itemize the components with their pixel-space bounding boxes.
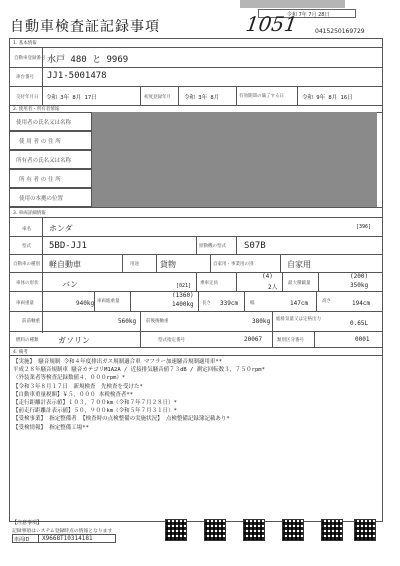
weight-value: 940kg — [76, 300, 95, 307]
remark-line: （外装業者等検査記録数値４，０００rpm）* — [13, 375, 126, 382]
qr-code-5 — [321, 519, 343, 541]
rule — [9, 86, 383, 87]
rule — [9, 67, 383, 68]
axle-value: 560kg — [118, 318, 137, 325]
length-label: 長さ — [202, 301, 211, 306]
rule — [316, 291, 317, 311]
rule — [272, 331, 273, 347]
displacement-value: 0.65L — [350, 320, 369, 327]
qr-code-3 — [243, 519, 265, 541]
misc-label: 前後後軸重 — [146, 319, 169, 324]
rule — [9, 207, 383, 208]
user-addr-label: 使 用 者 の 住 所 — [19, 139, 61, 145]
remark-line: 【受検事業】 指定整備者 【検査時の点検整備の実施状況】 点検整備記録簿記載あり* — [13, 416, 230, 423]
rule — [9, 217, 383, 218]
user-name-label: 使用者の氏名又は名称 — [16, 120, 72, 126]
height-value: 194cm — [352, 300, 371, 307]
rule — [156, 254, 157, 272]
remark-line: 【前走行距離計表示値】５０，９００km（令和５年７月３１日）* — [13, 408, 177, 415]
model-value: 5BD-JJ1 — [49, 241, 87, 251]
rule — [318, 272, 319, 291]
rule — [130, 291, 131, 311]
qr-code-1 — [165, 519, 187, 541]
fuel-label: 燃料の種類 — [16, 338, 39, 343]
rule — [196, 236, 197, 254]
maker-label: 車名 — [22, 227, 31, 232]
class-no-value: 0001 — [355, 336, 370, 343]
section1-heading: 1. 基本情報 — [13, 41, 37, 46]
rule — [9, 254, 383, 255]
length-value: 339cm — [220, 300, 239, 307]
qr-code-6 — [354, 519, 376, 541]
kind-label: 自動車の種別 — [13, 262, 40, 267]
issue-value: 令和 3年 8月 17日 — [46, 95, 97, 101]
maker-value: ホンダ — [49, 224, 73, 233]
load-sub: (200) — [350, 273, 369, 280]
gross-sub: (1360) — [172, 292, 194, 299]
owner-info-redaction — [92, 112, 377, 208]
rule — [140, 86, 141, 105]
fuel-value: ガソリン — [58, 336, 90, 345]
issue-label: 交付年月日 — [16, 95, 39, 100]
remark-line: 【令和３年８月１７日 新規検査 先検査を受けた* — [13, 383, 143, 390]
section2-heading: 2. 使用者・所有者情報 — [13, 107, 60, 112]
use-label: 用途 — [130, 262, 139, 267]
vehicle-id-value: X9668T10314181 — [42, 535, 93, 542]
rule — [9, 291, 383, 292]
expiry-value: 令和 9年 8月 16日 — [302, 95, 353, 101]
page-title: 自動車検査証記録事項 — [10, 19, 160, 35]
width-value: 147cm — [290, 300, 309, 307]
expiry-label: 有効期間の満了する日 — [239, 94, 284, 99]
rule — [9, 347, 383, 348]
purpose-value: 自家用 — [287, 260, 311, 269]
capacity-value: 2人 — [268, 284, 278, 291]
body-code: [021] — [176, 283, 192, 289]
engine-label: 原動機の型式 — [199, 244, 226, 249]
rule — [282, 272, 283, 291]
type-no-label: 型式指定番号 — [158, 338, 185, 343]
vin-value: JJ1-5001478 — [47, 71, 107, 81]
top-redaction — [240, 0, 345, 8]
rule — [9, 355, 383, 356]
engine-value: S07B — [244, 241, 266, 251]
rule — [236, 236, 237, 254]
capacity-sub: (4) — [262, 273, 273, 280]
top-right-stamp-text: 令和 7年 7月 28日 — [287, 12, 330, 18]
kind-value: 軽自動車 — [49, 260, 81, 269]
rule — [280, 254, 281, 272]
qr-code-4 — [282, 519, 304, 541]
rule — [122, 254, 123, 272]
gross-value: 1400kg — [172, 301, 194, 308]
section3-heading: 3. 車両詳細情報 — [13, 211, 46, 216]
gross-label: 車両総重量 — [97, 299, 120, 304]
class-no-label: 類別区分番号 — [277, 338, 304, 343]
rule — [244, 291, 245, 311]
rule — [314, 331, 315, 347]
displacement-label: 総排気量又は定格出力 — [276, 317, 321, 322]
owner-addr-label: 所 有 者 の 住 所 — [19, 177, 61, 183]
rear-axle-value: 380kg — [252, 318, 271, 325]
first-reg-value: 令和 3年 8月 — [184, 95, 220, 101]
doc-number: 0415250169729 — [315, 28, 365, 35]
load-label: 最大積載量 — [288, 281, 311, 286]
width-label: 幅 — [250, 301, 255, 306]
rule — [178, 86, 179, 105]
rule — [140, 311, 141, 331]
axle-label: 前前軸重 — [22, 319, 40, 324]
weight-label: 車両重量 — [16, 301, 34, 306]
rule — [9, 311, 383, 312]
plate-label: 自動車登録番号 — [14, 56, 46, 61]
rule — [272, 311, 273, 331]
load-value: 350kg — [350, 282, 369, 289]
handwritten-number: 1051 — [244, 12, 299, 36]
model-label: 型式 — [22, 244, 31, 249]
remark-line: 【実施】 騒音規制 令和４年度排出ガス規制適合車 マフラー加速騒音規制適用車** — [13, 359, 223, 365]
body-label: 車体の形状 — [16, 281, 39, 286]
remark-line: 平成２８年騒音規制車 騒音カテゴリM1A2A / 近接排気騒音値７３dB / 測定回転数３，７５０rpm* — [13, 367, 265, 374]
rule — [9, 331, 383, 332]
body-value: バン — [62, 280, 78, 289]
remark-line: 【自動車重量税額】￥５，０００ 本税検査者** — [13, 391, 133, 398]
vehicle-id-label: 車両ID — [14, 537, 30, 543]
rule — [42, 217, 43, 333]
maker-code: [396] — [356, 224, 372, 230]
remark-line: 【走行距離計表示値】１０３，７００km（令和７年７月２８日）* — [13, 400, 177, 407]
notice-label: 【注意事項】 — [12, 520, 43, 526]
remark-line: 【受検情報】 指定整備工場** — [13, 424, 89, 431]
rule — [198, 291, 199, 311]
rule — [236, 86, 237, 105]
qr-code-2 — [204, 519, 226, 541]
first-reg-label: 初度登録年月 — [144, 95, 171, 100]
rule — [140, 331, 141, 347]
rule — [236, 272, 237, 291]
notice-text: 記録事項はシステム登録時点の情報となります — [12, 529, 113, 534]
type-no-value: 20067 — [244, 336, 263, 343]
vin-label: 車台番号 — [16, 75, 34, 80]
capacity-label: 乗車定員 — [200, 281, 218, 286]
rule — [196, 272, 197, 291]
height-label: 高さ — [322, 299, 331, 304]
purpose-label: 自家用・事業用の別 — [213, 262, 254, 267]
remarks-list — [13, 358, 265, 432]
owner-name-label: 所有者の氏名又は名称 — [16, 158, 72, 164]
plate-value: 水戸 480 と 9969 — [47, 55, 129, 65]
rule — [210, 254, 211, 272]
rule — [9, 105, 383, 106]
rule — [42, 47, 43, 105]
base-label: 使用の本拠の位置 — [19, 196, 64, 202]
use-value: 貨物 — [160, 260, 176, 269]
rule — [94, 291, 95, 311]
rule — [9, 47, 383, 48]
rule — [38, 534, 39, 543]
rule — [297, 86, 298, 105]
section4-heading: 4. 備考 — [13, 350, 28, 355]
